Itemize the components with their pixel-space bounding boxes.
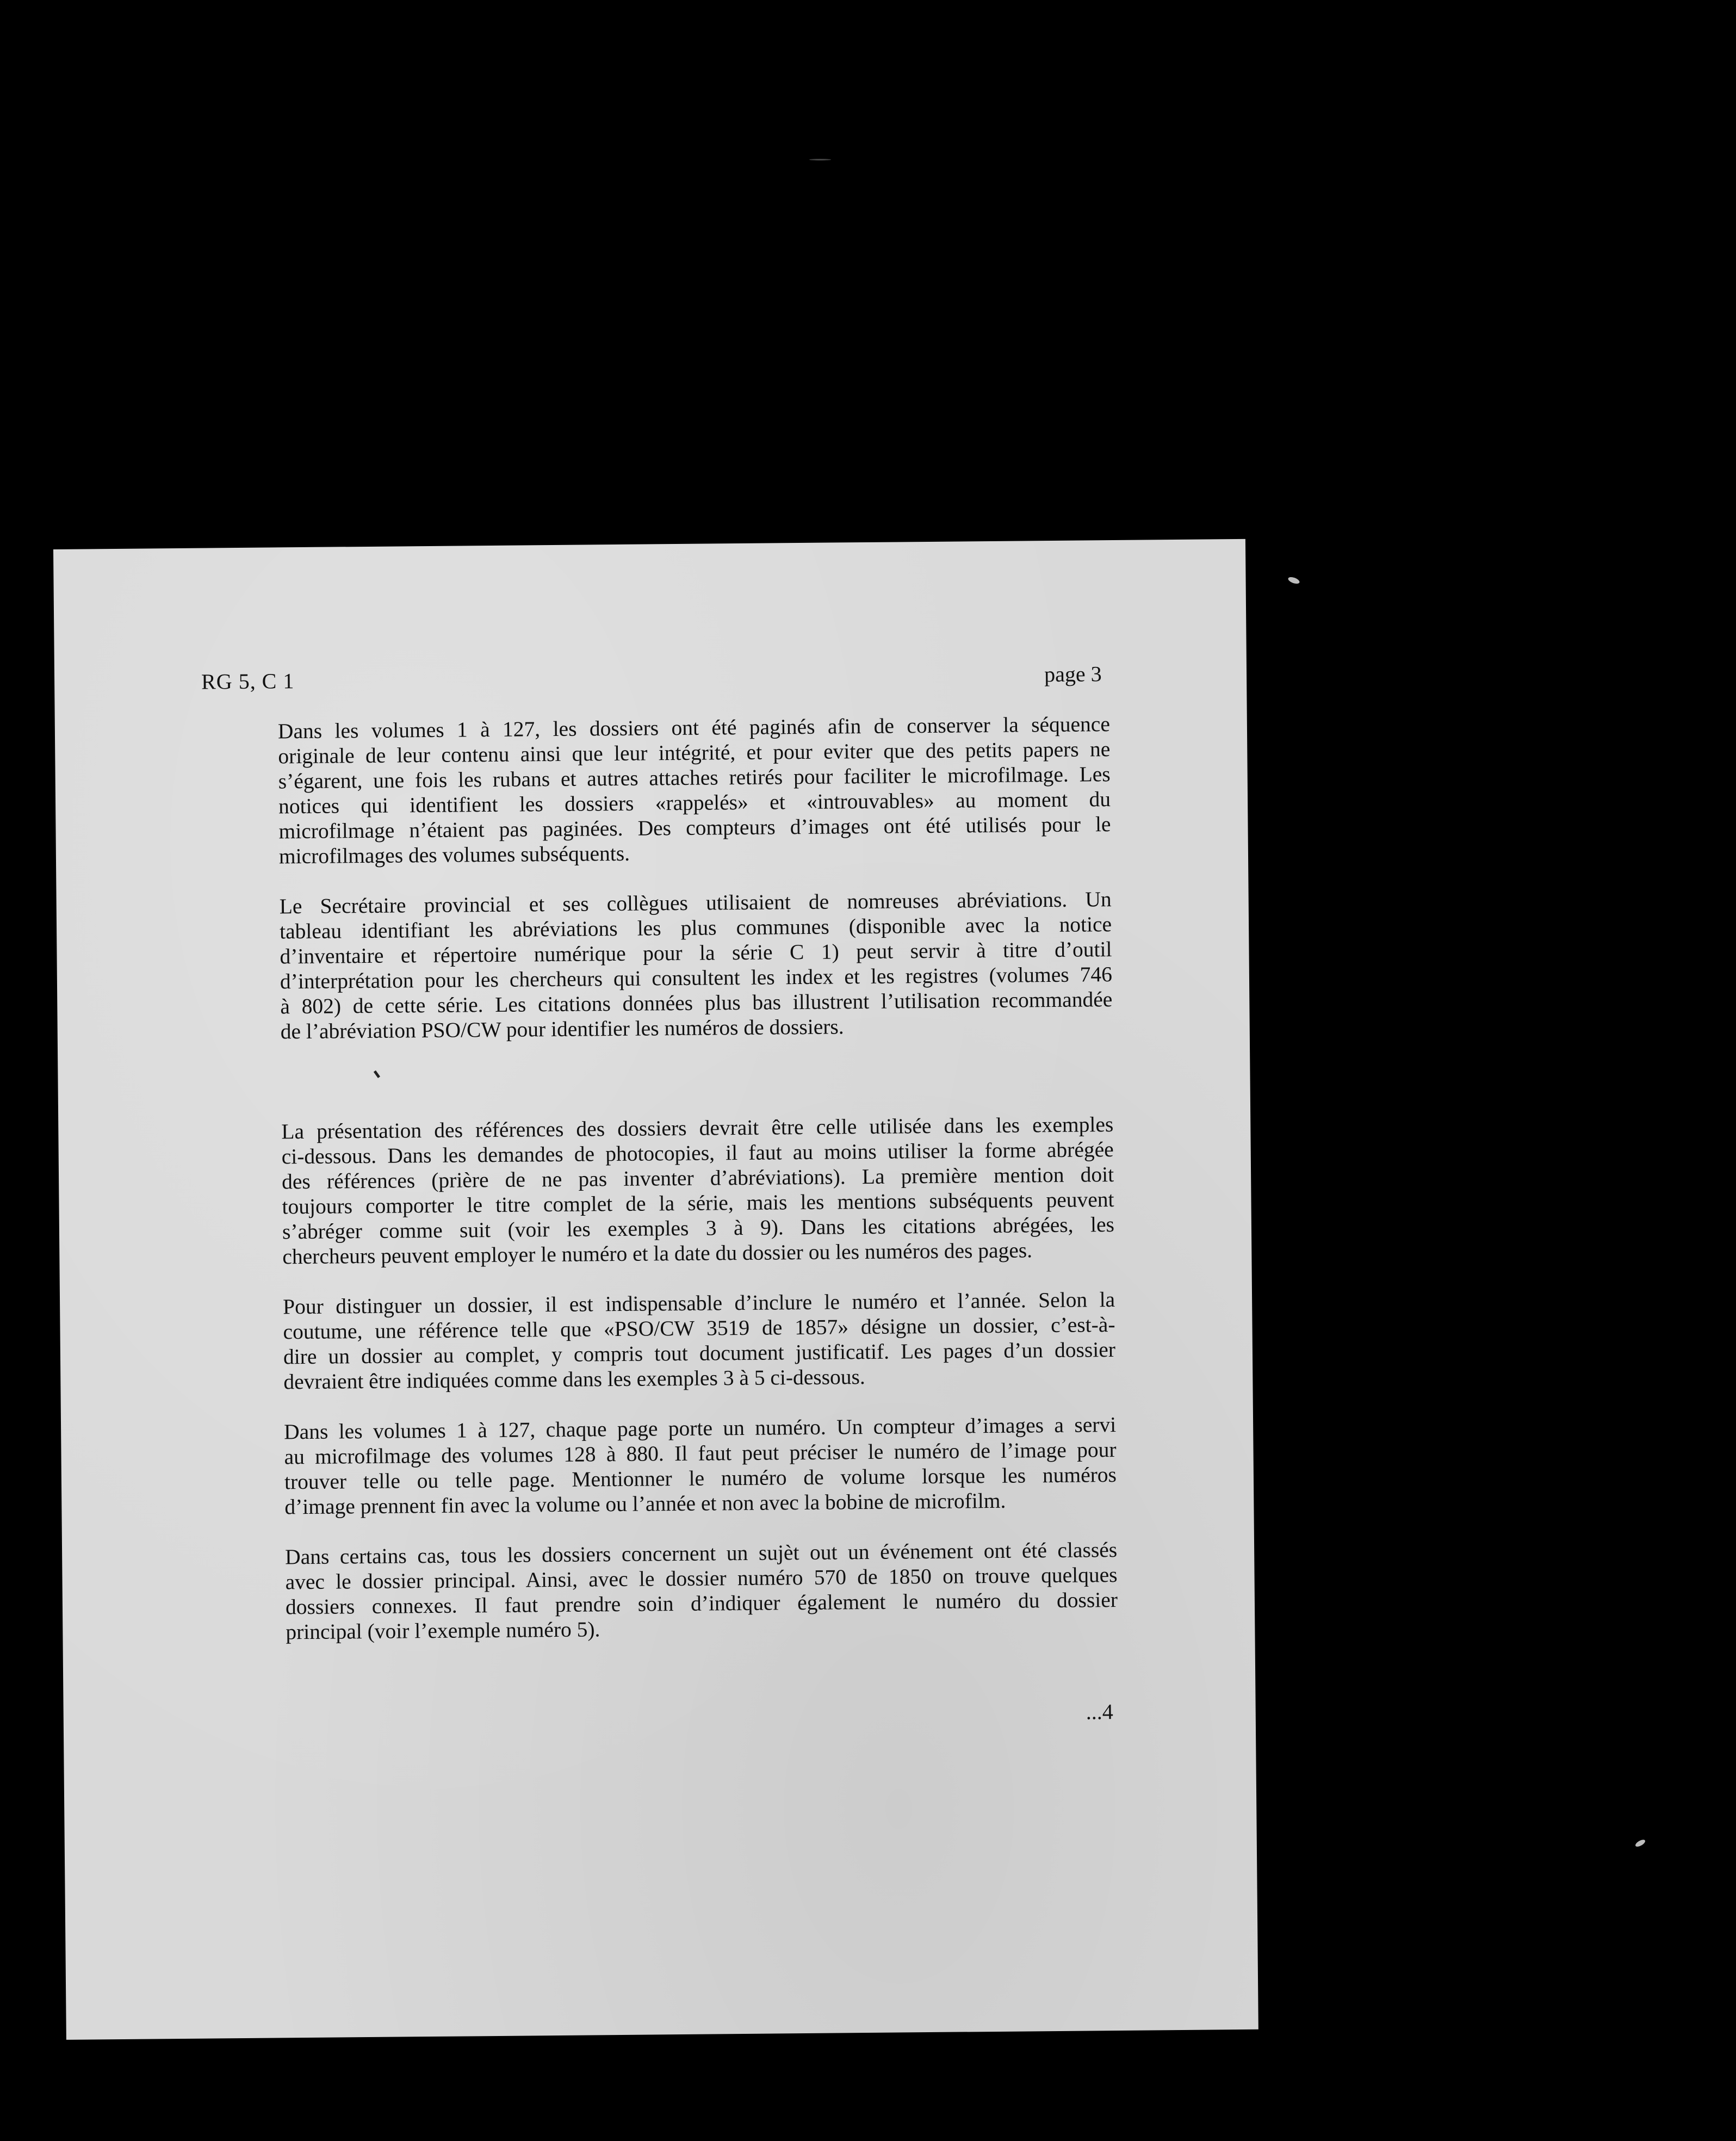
text-line: toujours comporter le titre complet de la série, mais les mentions subséquents peuvent [282,1187,1114,1219]
paragraph [285,1537,1118,1644]
text-line: La présentation des références des dossiers devrait être celle utilisée dans les exemples [281,1112,1114,1144]
text-line: s’abréger comme suit (voir les exemples 3 à 9). Dans les citations abrégées, les [282,1212,1115,1244]
text-line: Dans les volumes 1 à 127, les dossiers ont été paginés afin de conserver la séquence [277,712,1111,744]
paragraph [283,1287,1116,1394]
document-page [53,539,1258,2040]
series-reference: RG 5, C 1 [201,669,295,694]
text-line: devraient être indiquées comme dans les exemples 3 à 5 ci-dessous. [283,1365,865,1394]
text-line: trouver telle ou telle page. Mentionner le numéro de volume lorsque les numéros [284,1463,1117,1494]
text-line: au microfilmage des volumes 128 à 880. Il faut peut préciser le numéro de l’image pour [284,1438,1117,1469]
text-line: notices qui identifient les dossiers «rappelés» et «introuvables» au moment du [278,787,1111,819]
text-line: tableau identifiant les abréviations les plus communes (disponible avec la notice [279,912,1112,944]
text-line: de l’abréviation PSO/CW pour identifier les numéros de dossiers. [280,1014,844,1044]
paragraph [280,887,1113,1044]
dust-speck [1287,576,1300,585]
text-line: s’égarent, une fois les rubans et autres attaches retirés pour faciliter le microfilmage. Les [278,762,1111,794]
text-line: Dans certains cas, tous les dossiers concernent un sujèt out un événement ont été classés [284,1538,1118,1569]
text-line: d’inventaire et répertoire numérique pour la série C 1) peut servir à titre d’outil [280,937,1112,969]
continued-marker: ...4 [1086,1699,1113,1724]
text-line: coutume, une référence telle que «PSO/CW 3519 de 1857» désigne un dossier, c’est-à- [283,1313,1115,1344]
text-line: Pour distinguer un dossier, il est indispensable d’inclure le numéro et l’année. Selon la [282,1288,1115,1319]
text-line: d’interprétation pour les chercheurs qui consultent les index et les registres (volumes 746 [280,962,1113,994]
paragraph [278,711,1111,869]
dust-speck [809,159,831,160]
text-line: dire un dossier au complet, y compris tout document justificatif. Les pages d’un dossier [283,1338,1116,1369]
text-line: Le Secrétaire provincial et ses collègues utilisaient de nomreuses abréviations. Un [279,887,1112,919]
text-line: originale de leur contenu ainsi que leur intégrité, et pour eviter que des petits papers ne [278,737,1111,769]
paragraph [284,1412,1117,1519]
dust-speck [1634,1839,1646,1848]
paragraph [281,1112,1114,1269]
text-line: d’image prennent fin avec la volume ou l’année et non avec la bobine de microfilm. [284,1488,1006,1519]
text-line: dossiers connexes. Il faut prendre soin d’indiquer également le numéro du dossier [285,1587,1118,1619]
text-line: microfilmages des volumes subséquents. [278,841,630,869]
page-body [278,711,1118,1669]
text-line: des références (prière de ne pas inventer d’abréviations). La première mention doit [281,1162,1114,1194]
page-number: page 3 [1044,661,1102,687]
text-line: ci-dessous. Dans les demandes de photocopies, il faut au moins utiliser la forme abrégée [281,1137,1114,1169]
text-line: chercheurs peuvent employer le numéro et la date du dossier ou les numéros des pages. [282,1238,1033,1269]
text-line: avec le dossier principal. Ainsi, avec le dossier numéro 570 de 1850 on trouve quelques [285,1562,1118,1594]
text-line: microfilmage n’étaient pas paginées. Des compteurs d’images ont été utilisés pour le [278,812,1111,844]
text-line: principal (voir l’exemple numéro 5). [286,1617,600,1644]
text-line: Dans les volumes 1 à 127, chaque page porte un numéro. Un compteur d’images a servi [283,1413,1117,1444]
text-line: à 802) de cette série. Les citations données plus bas illustrent l’utilisation recommandée [280,987,1113,1019]
